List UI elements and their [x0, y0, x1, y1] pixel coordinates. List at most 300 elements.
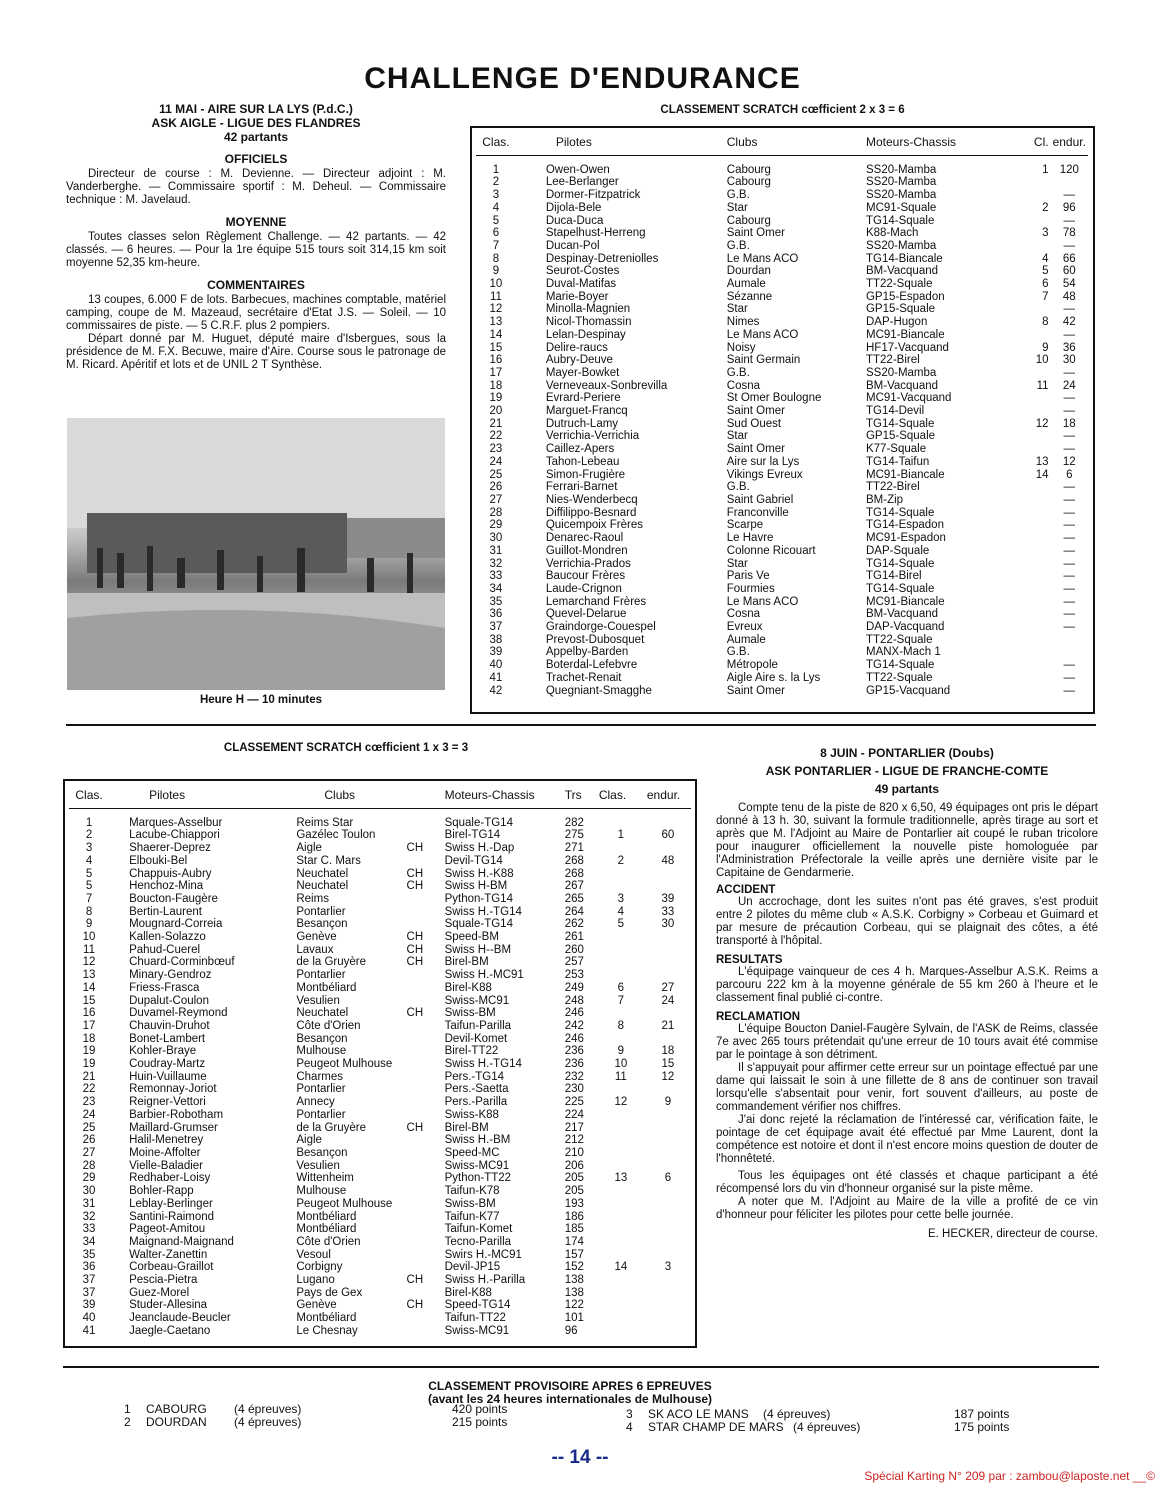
- signature: E. HECKER, directeur de course.: [927, 1228, 1098, 1240]
- points-cell: [645, 1287, 691, 1300]
- header-moteurs: Moteurs-Chassis: [444, 788, 535, 802]
- club-cell: Star: [726, 557, 748, 570]
- club-cell: Franconville: [726, 506, 789, 519]
- chassis-cell: HF17-Vacquand: [865, 341, 949, 354]
- table-row: [476, 430, 1088, 443]
- points-cell: 27: [661, 981, 675, 994]
- table-row: [69, 1274, 691, 1287]
- pilots-cell: Duval-Matifas: [545, 278, 617, 291]
- pilots-cell: Delire-raucs: [545, 341, 608, 354]
- rank-cell: 28: [82, 1159, 96, 1172]
- points-cell: [645, 1249, 691, 1262]
- club-cell: Evreux: [726, 621, 763, 634]
- table-row: [476, 278, 1088, 291]
- rank-cell: 18: [82, 1032, 96, 1045]
- class-cell: [597, 1249, 645, 1262]
- laps-cell: 138: [564, 1286, 584, 1299]
- table-row: [476, 583, 1088, 596]
- table-row: [476, 329, 1088, 342]
- points-cell: 6: [1066, 468, 1073, 481]
- class-cell: [1013, 430, 1051, 443]
- laps-cell: 282: [564, 816, 584, 829]
- laps-cell: 101: [564, 1312, 584, 1325]
- points-cell: [645, 1007, 691, 1020]
- class-cell: [597, 1185, 645, 1198]
- pilots-cell: Dijola-Bele: [545, 201, 602, 214]
- country-cell: [405, 1083, 443, 1096]
- points-cell: —: [1063, 493, 1076, 506]
- chassis-cell: BM-Zip: [865, 493, 904, 506]
- table-row: [476, 189, 1088, 202]
- chassis-cell: Birel-K88: [444, 981, 492, 994]
- pilots-cell: Mayer-Bowket: [545, 366, 620, 379]
- country-cell: [405, 1096, 443, 1109]
- pilots-cell: Ferrari-Barnet: [545, 481, 618, 494]
- commentaires-title: COMMENTAIRES: [207, 278, 305, 292]
- points-cell: [645, 1122, 691, 1135]
- table-row: [69, 1185, 691, 1198]
- officiels-title: OFFICIELS: [224, 152, 288, 166]
- chassis-cell: Pers.-TG14: [444, 1070, 505, 1083]
- club-cell: G.B.: [726, 239, 750, 252]
- rank-cell: 39: [82, 1299, 96, 1312]
- rank-cell: 20: [489, 405, 503, 418]
- class-cell: [597, 1236, 645, 1249]
- laps-cell: 205: [564, 1172, 584, 1185]
- points-cell: 9: [664, 1096, 672, 1109]
- club-cell: Genève: [296, 931, 337, 944]
- table-row: [69, 1287, 691, 1300]
- club-cell: Aumale: [726, 278, 766, 291]
- country-cell: CH: [406, 1274, 424, 1287]
- points-cell: —: [1063, 430, 1076, 443]
- chassis-cell: DAP-Squale: [865, 544, 930, 557]
- rank-cell: 14: [489, 328, 503, 341]
- pilots-cell: Chappuis-Aubry: [129, 867, 212, 880]
- table-row: [69, 982, 691, 995]
- table-row: [476, 519, 1088, 532]
- pilots-cell: Aubry-Deuve: [545, 354, 613, 367]
- rank-cell: 37: [82, 1286, 96, 1299]
- table-row: [476, 202, 1088, 215]
- table-row: [69, 1325, 691, 1338]
- chassis-cell: SS20-Mamba: [865, 366, 937, 379]
- class-cell: [597, 1325, 645, 1338]
- laps-cell: 268: [564, 854, 584, 867]
- chassis-cell: Python-TT22: [444, 1172, 512, 1185]
- club-cell: G.B.: [726, 366, 750, 379]
- laps-cell: 236: [564, 1058, 584, 1071]
- chassis-cell: Taifun-TT22: [444, 1312, 506, 1325]
- club-cell: Vikings Evreux: [726, 468, 803, 481]
- points-cell: 15: [661, 1058, 675, 1071]
- table-row: [476, 227, 1088, 240]
- pilots-cell: Corbeau-Graillot: [129, 1261, 214, 1274]
- class-cell: 4: [1042, 252, 1049, 265]
- class-cell: [597, 1223, 645, 1236]
- club-cell: Le Mans ACO: [726, 328, 799, 341]
- pilots-cell: Lacube-Chiappori: [129, 829, 220, 842]
- points-cell: 36: [1062, 341, 1076, 354]
- pilots-cell: Maillard-Grumser: [129, 1121, 218, 1134]
- chassis-cell: TT22-Squale: [865, 633, 933, 646]
- rank-cell: 27: [82, 1146, 96, 1159]
- club-cell: Montbéliard: [296, 1210, 357, 1223]
- laps-cell: 157: [564, 1248, 584, 1261]
- class-cell: 1: [617, 829, 625, 842]
- country-cell: [405, 1160, 443, 1173]
- pilots-cell: Pageot-Amitou: [129, 1223, 206, 1236]
- points-cell: [645, 931, 691, 944]
- club-cell: Aigle Aire s. la Lys: [726, 671, 821, 684]
- pilots-cell: Duvamel-Reymond: [129, 1007, 228, 1020]
- class-cell: [597, 1274, 645, 1287]
- country-cell: [405, 1211, 443, 1224]
- rank-cell: 30: [82, 1185, 96, 1198]
- header-clas2: Clas.: [598, 788, 627, 802]
- club-cell: Besançon: [296, 918, 348, 931]
- chassis-cell: Pers.-Saetta: [444, 1083, 509, 1096]
- rank-cell: 33: [82, 1223, 96, 1236]
- header-moteurs: Moteurs-Chassis: [865, 135, 957, 149]
- club-cell: Vesulien: [296, 994, 340, 1007]
- chassis-cell: Taifun-K77: [444, 1210, 500, 1223]
- chassis-cell: Swiss H.-BM: [444, 1134, 511, 1147]
- pilots-cell: Huin-Vuillaume: [129, 1070, 207, 1083]
- race1-entrants: 42 partants: [223, 130, 289, 144]
- pilots-cell: Quegniant-Smagghe: [545, 684, 652, 697]
- reclamation-p3: J'ai donc rejeté la réclamation de l'intéressé car, vérification faite, le pointage de cet équipage avait été effectué par Mme Laurent, dont la compétence est notoire et dont il n'est encore moins question de douter de l'honnêteté.: [716, 1114, 1098, 1165]
- club-cell: Neuchatel: [296, 867, 349, 880]
- club-cell: G.B.: [726, 646, 750, 659]
- page-number: -- 14 --: [551, 1447, 609, 1468]
- class-cell: 8: [1042, 316, 1049, 329]
- header-trs: Trs: [564, 788, 582, 802]
- table-row: [476, 494, 1088, 507]
- class-cell: [597, 1160, 645, 1173]
- pilots-cell: Walter-Zanettin: [129, 1248, 208, 1261]
- points-cell: —: [1063, 303, 1076, 316]
- country-cell: [405, 969, 443, 982]
- points-cell: [645, 880, 691, 893]
- class-cell: [1013, 481, 1051, 494]
- rank-cell: 38: [489, 633, 503, 646]
- country-cell: [405, 1134, 443, 1147]
- country-cell: CH: [406, 1299, 424, 1312]
- pilots-cell: Jaegle-Caetano: [129, 1324, 211, 1337]
- country-cell: CH: [406, 842, 424, 855]
- rank-cell: 9: [85, 918, 93, 931]
- chassis-cell: Pers.-Parilla: [444, 1096, 508, 1109]
- country-cell: [405, 1287, 443, 1300]
- table-row: [69, 1160, 691, 1173]
- laps-cell: 232: [564, 1070, 584, 1083]
- chassis-cell: MC91-Biancale: [865, 595, 945, 608]
- points-cell: 12: [1062, 455, 1076, 468]
- club-cell: Cabourg: [726, 176, 771, 189]
- class-cell: [597, 1007, 645, 1020]
- rank-cell: 27: [489, 493, 503, 506]
- pilots-cell: Moine-Affolter: [129, 1146, 201, 1159]
- chassis-cell: Swirs H.-MC91: [444, 1248, 522, 1261]
- pilots-cell: Denarec-Raoul: [545, 532, 624, 545]
- table-row: [476, 672, 1088, 685]
- chassis-cell: Swiss-MC91: [444, 1159, 510, 1172]
- laps-cell: 224: [564, 1108, 584, 1121]
- officiels-text: Directeur de course : M. Devienne. — Directeur adjoint : M. Vanderberghe. — Commissaire sportif : M. Deheul. — Commissaire technique : M. Javelaud.: [66, 168, 446, 206]
- chassis-cell: Squale-TG14: [444, 816, 513, 829]
- country-cell: [405, 1109, 443, 1122]
- class-cell: [1013, 176, 1051, 189]
- country-cell: [405, 1312, 443, 1325]
- rank-cell: 36: [82, 1261, 96, 1274]
- laps-cell: 186: [564, 1210, 584, 1223]
- table-row: [476, 659, 1088, 672]
- class-cell: [1013, 596, 1051, 609]
- rank-cell: 4: [85, 854, 93, 867]
- chassis-cell: TG14-Squale: [865, 557, 935, 570]
- points-cell: 42: [1062, 316, 1076, 329]
- chassis-cell: GP15-Squale: [865, 430, 936, 443]
- club-cell: Annecy: [296, 1096, 335, 1109]
- table-row: [476, 380, 1088, 393]
- class-cell: [1013, 519, 1051, 532]
- rank-cell: 17: [489, 366, 503, 379]
- club-cell: Gazélec Toulon: [296, 829, 376, 842]
- chassis-cell: TG14-Biancale: [865, 252, 943, 265]
- race-photo-illustration: [67, 418, 445, 690]
- rank-cell: 5: [85, 867, 93, 880]
- table-row: [69, 1299, 691, 1312]
- pilots-cell: Elbouki-Bel: [129, 854, 188, 867]
- pilots-cell: Diffilippo-Besnard: [545, 506, 637, 519]
- table-row: [69, 995, 691, 1008]
- chassis-cell: Swiss-MC91: [444, 994, 510, 1007]
- rank-cell: 16: [82, 1007, 96, 1020]
- rank-cell: 8: [85, 905, 93, 918]
- pilots-cell: Maignand-Maignand: [129, 1235, 234, 1248]
- table-row: [69, 1109, 691, 1122]
- club-cell: Pontarlier: [296, 1083, 346, 1096]
- laps-cell: 249: [564, 981, 584, 994]
- country-cell: [405, 1223, 443, 1236]
- table-row: [69, 931, 691, 944]
- rank-cell: 32: [489, 557, 503, 570]
- points-cell: —: [1063, 405, 1076, 418]
- pilots-cell: Reigner-Vettori: [129, 1096, 206, 1109]
- chassis-cell: TG14-Squale: [865, 582, 935, 595]
- chassis-cell: Swiss H.-MC91: [444, 969, 524, 982]
- chassis-cell: MC91-Biancale: [865, 468, 945, 481]
- chassis-cell: K88-Mach: [865, 227, 919, 240]
- class-cell: [1013, 494, 1051, 507]
- club-cell: G.B.: [726, 189, 750, 202]
- points-cell: —: [1063, 544, 1076, 557]
- chassis-cell: TG14-Devil: [865, 405, 925, 418]
- laps-cell: 275: [564, 829, 584, 842]
- chassis-cell: SS20-Mamba: [865, 189, 937, 202]
- points-cell: 48: [661, 854, 675, 867]
- footer-credit[interactable]: Spécial Karting N° 209 par : zambou@laposte.net __©: [864, 1469, 1155, 1483]
- points-cell: —: [1063, 557, 1076, 570]
- table-row: [69, 1096, 691, 1109]
- rank-cell: 8: [492, 252, 500, 265]
- class-cell: 4: [617, 905, 625, 918]
- class-cell: [597, 944, 645, 957]
- pilots-cell: Seurot-Costes: [545, 265, 620, 278]
- chassis-cell: TT22-Birel: [865, 354, 920, 367]
- club-cell: Sud Ouest: [726, 417, 782, 430]
- table-row: [69, 1020, 691, 1033]
- points-cell: 6: [664, 1172, 672, 1185]
- pilots-cell: Guez-Morel: [129, 1286, 190, 1299]
- class-cell: [1013, 240, 1051, 253]
- country-cell: [405, 995, 443, 1008]
- chassis-cell: TT22-Birel: [865, 481, 920, 494]
- chassis-cell: Devil-JP15: [444, 1261, 501, 1274]
- rank-cell: 34: [82, 1235, 96, 1248]
- pilots-cell: Henchoz-Mina: [129, 880, 204, 893]
- rank-cell: 14: [82, 981, 96, 994]
- pilots-cell: Tahon-Lebeau: [545, 455, 620, 468]
- chassis-cell: Speed-MC: [444, 1146, 500, 1159]
- chassis-cell: Taifun-Parilla: [444, 1019, 512, 1032]
- table-row: [69, 1249, 691, 1262]
- chassis-cell: MC91-Biancale: [865, 328, 945, 341]
- points-cell: —: [1063, 595, 1076, 608]
- club-cell: Saint Omer: [726, 227, 785, 240]
- laps-cell: 253: [564, 969, 584, 982]
- club-cell: Neuchatel: [296, 1007, 349, 1020]
- laps-cell: 230: [564, 1083, 584, 1096]
- table-row: [69, 855, 691, 868]
- club-cell: de la Gruyère: [296, 1121, 367, 1134]
- table-row: [69, 1045, 691, 1058]
- header-country: [405, 789, 443, 802]
- class-cell: [1013, 532, 1051, 545]
- table-row: [476, 481, 1088, 494]
- class-cell: [597, 1033, 645, 1046]
- club-cell: Peugeot Mulhouse: [296, 1058, 393, 1071]
- provisional-points: 215 points: [452, 1415, 508, 1429]
- table-row: [69, 1058, 691, 1071]
- rank-cell: 37: [489, 621, 503, 634]
- points-cell: 18: [1062, 417, 1076, 430]
- header-endur: endur.: [646, 788, 681, 802]
- table-row: [476, 456, 1088, 469]
- class-cell: [1013, 392, 1051, 405]
- laps-cell: 260: [564, 943, 584, 956]
- pilots-cell: Bertin-Laurent: [129, 905, 202, 918]
- club-cell: Charmes: [296, 1070, 344, 1083]
- provisional-entry: 2 DOURDAN (4 épreuves): [124, 1415, 302, 1429]
- class-cell: 9: [1042, 341, 1049, 354]
- page-title: CHALLENGE D'ENDURANCE: [364, 62, 801, 95]
- pilots-cell: Nicol-Thomassin: [545, 316, 632, 329]
- table-row: [476, 646, 1088, 659]
- header-pilotes: Pilotes: [149, 788, 186, 802]
- club-cell: Noisy: [726, 341, 756, 354]
- club-cell: Côte d'Orien: [296, 1019, 361, 1032]
- points-cell: [1051, 634, 1088, 647]
- club-cell: Star: [726, 303, 748, 316]
- class-cell: 11: [614, 1070, 627, 1083]
- club-cell: de la Gruyère: [296, 956, 367, 969]
- race1-results-table: [476, 136, 1088, 697]
- chassis-cell: BM-Vacquand: [865, 608, 939, 621]
- club-cell: Neuchatel: [296, 880, 349, 893]
- rank-cell: 19: [82, 1045, 96, 1058]
- laps-cell: 122: [564, 1299, 584, 1312]
- pilots-cell: Pescia-Pietra: [129, 1274, 198, 1287]
- chassis-cell: Taifun-K78: [444, 1185, 500, 1198]
- class-cell: 10: [1035, 354, 1049, 367]
- table-row: [69, 1261, 691, 1274]
- reclamation-p4: Tous les équipages ont été classés et chaque participant a été récompensé lors du vin d'honneur organisé sur la piste même.: [716, 1170, 1098, 1195]
- points-cell: 30: [1062, 354, 1076, 367]
- race2-organizer: ASK PONTARLIER - LIGUE DE FRANCHE-COMTE: [765, 764, 1049, 778]
- points-cell: —: [1063, 532, 1076, 545]
- provisional-subtitle: (avant les 24 heures internationales de Mulhouse): [427, 1392, 713, 1406]
- club-cell: Côte d'Orien: [296, 1235, 361, 1248]
- laps-cell: 174: [564, 1235, 584, 1248]
- chassis-cell: Python-TG14: [444, 892, 513, 905]
- points-cell: —: [1063, 328, 1076, 341]
- rank-cell: 25: [82, 1121, 96, 1134]
- rank-cell: 17: [82, 1019, 96, 1032]
- class-cell: [597, 1122, 645, 1135]
- laps-cell: 271: [564, 842, 584, 855]
- pilots-cell: Studer-Allesina: [129, 1299, 208, 1312]
- class-cell: 12: [614, 1096, 628, 1109]
- club-cell: Star: [726, 430, 748, 443]
- class-cell: 6: [617, 981, 625, 994]
- country-cell: CH: [406, 880, 424, 893]
- country-cell: CH: [406, 943, 424, 956]
- pilots-cell: Leblay-Berlinger: [129, 1197, 213, 1210]
- table-row: [476, 443, 1088, 456]
- table-row: [476, 608, 1088, 621]
- points-cell: —: [1063, 519, 1076, 532]
- points-cell: 30: [661, 918, 675, 931]
- accident-title: ACCIDENT: [716, 884, 776, 896]
- class-cell: 10: [614, 1058, 628, 1071]
- pilots-cell: Chauvin-Druhot: [129, 1019, 210, 1032]
- points-cell: 54: [1062, 278, 1076, 291]
- rank-cell: 13: [82, 969, 96, 982]
- class-cell: 14: [614, 1261, 628, 1274]
- pilots-cell: Kohler-Braye: [129, 1045, 197, 1058]
- class-cell: 3: [617, 892, 625, 905]
- pilots-cell: Evrard-Periere: [545, 392, 621, 405]
- chassis-cell: MC91-Espadon: [865, 532, 946, 545]
- chassis-cell: Swiss H-BM: [444, 880, 508, 893]
- table-row: [476, 176, 1088, 189]
- table-row: [69, 817, 691, 830]
- provisional-points: 175 points: [954, 1420, 1010, 1434]
- chassis-cell: Swiss H.-TG14: [444, 905, 522, 918]
- pilots-cell: Marguet-Francq: [545, 405, 628, 418]
- class-cell: [597, 1109, 645, 1122]
- table-row: [69, 868, 691, 881]
- table-row: [69, 1223, 691, 1236]
- rank-cell: 32: [82, 1210, 96, 1223]
- resultats-title: RESULTATS: [716, 954, 783, 966]
- chassis-cell: Swiss H.-TG14: [444, 1058, 522, 1071]
- chassis-cell: BM-Vacquand: [865, 379, 939, 392]
- club-cell: Le Mans ACO: [726, 595, 799, 608]
- table-row: [69, 944, 691, 957]
